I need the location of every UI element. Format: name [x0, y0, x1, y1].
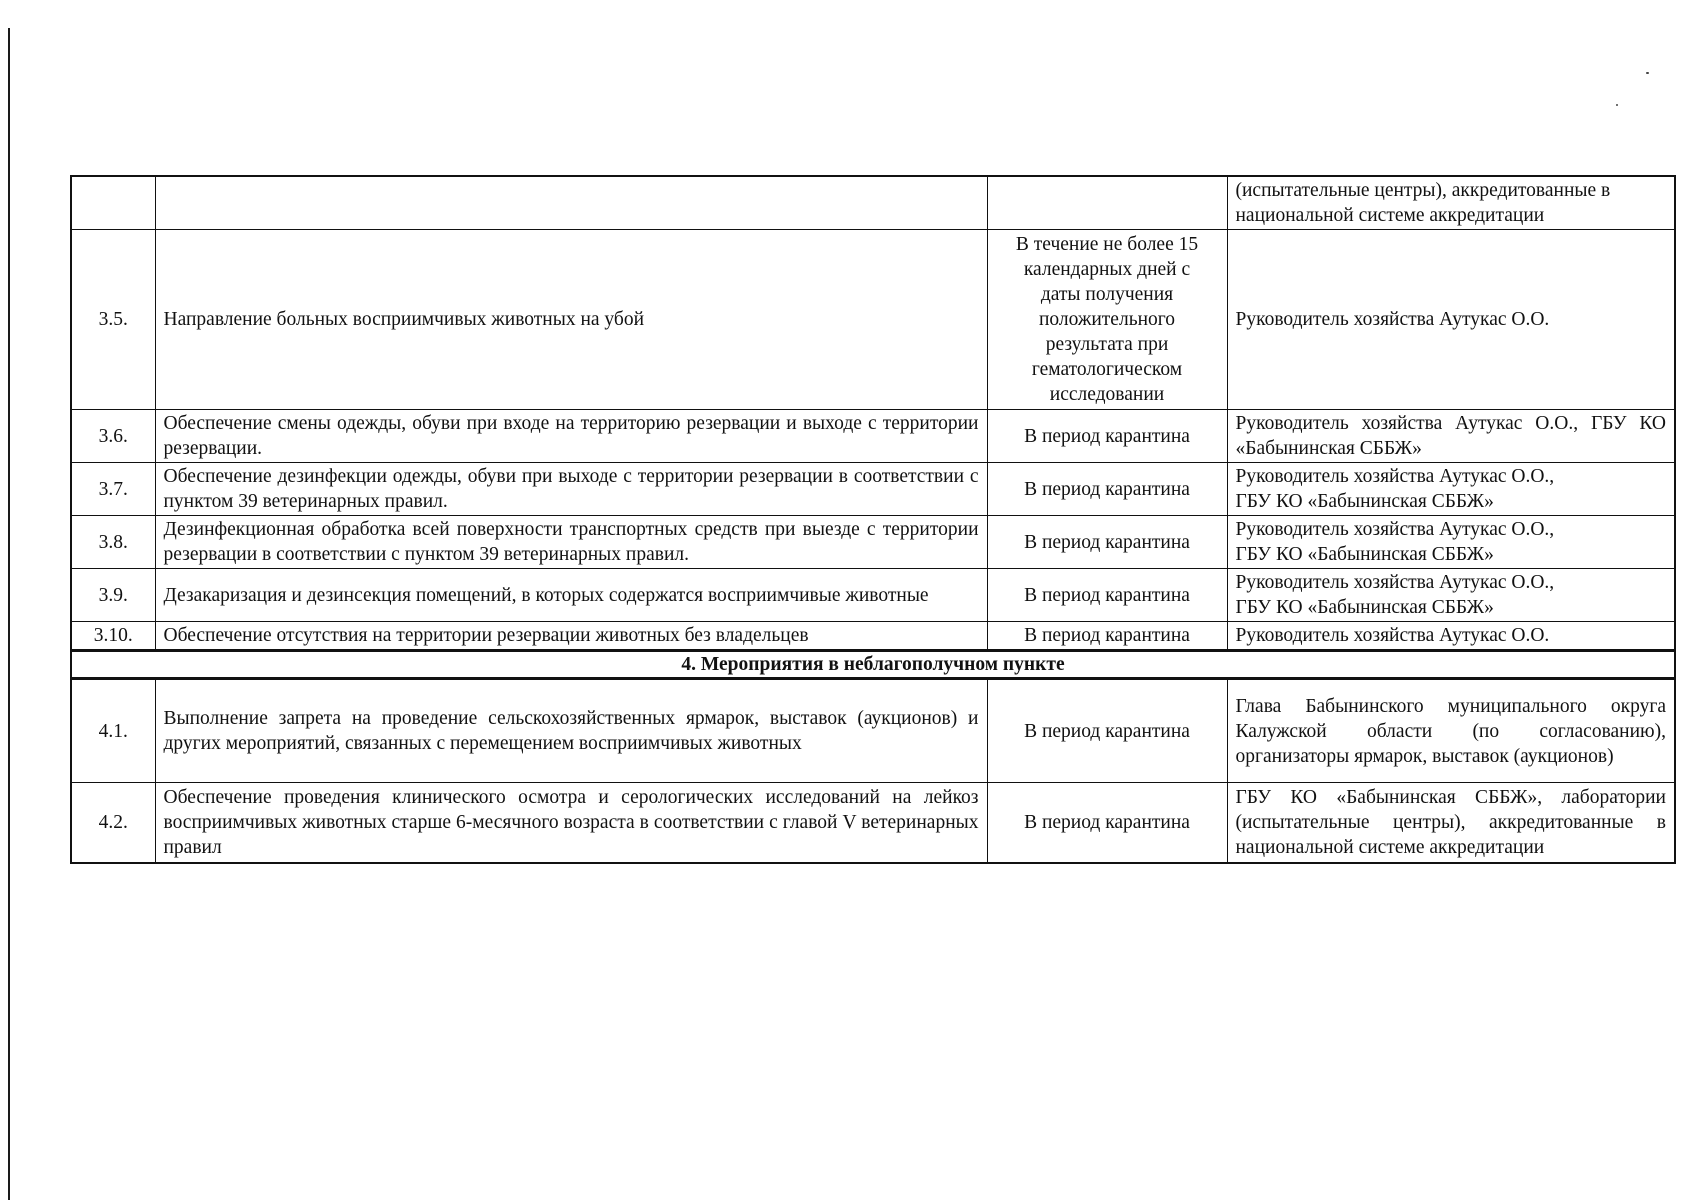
row-number: 3.8.: [71, 516, 155, 569]
table-row: [71, 410, 1675, 463]
measure-period: В период карантина: [987, 569, 1227, 622]
measure-description: Обеспечение проведения клинического осмотра и серологических исследований на лейкоз восприимчивых животных старше 6-месячного возраста в соответствии с главой V ветеринарных правил: [155, 783, 987, 863]
row-number: 3.5.: [71, 230, 155, 410]
measure-description: Дезинфекционная обработка всей поверхности транспортных средств при выезде с территории резервации в соответствии с пунктом 39 ветеринарных правил.: [155, 516, 987, 569]
measures-table: [70, 175, 1676, 864]
table-row: [71, 230, 1675, 410]
measure-responsible: Руководитель хозяйства Аутукас О.О.: [1227, 230, 1675, 410]
table-row: [71, 783, 1675, 863]
measure-responsible: Руководитель хозяйства Аутукас О.О., ГБУ КО «Бабынинская СББЖ»: [1227, 569, 1675, 622]
table-row: [71, 679, 1675, 783]
row-number: 3.9.: [71, 569, 155, 622]
row-number: 3.6.: [71, 410, 155, 463]
scan-speck: [1616, 104, 1618, 106]
measure-period: [987, 176, 1227, 230]
page-edge-line: [8, 28, 10, 1200]
table-row: [71, 516, 1675, 569]
measure-description: Обеспечение дезинфекции одежды, обуви при выходе с территории резервации в соответствии с пунктом 39 ветеринарных правил.: [155, 463, 987, 516]
measure-period: В период карантина: [987, 516, 1227, 569]
measure-description: Выполнение запрета на проведение сельскохозяйственных ярмарок, выставок (аукционов) и других мероприятий, связанных с перемещением восприимчивых животных: [155, 679, 987, 783]
measure-period: В период карантина: [987, 463, 1227, 516]
measure-responsible: Глава Бабынинского муниципального округа Калужской области (по согласованию), организаторы ярмарок, выставок (аукционов): [1227, 679, 1675, 783]
measure-responsible: ГБУ КО «Бабынинская СББЖ», лаборатории (испытательные центры), аккредитованные в национальной системе аккредитации: [1227, 783, 1675, 863]
measure-description: Дезакаризация и дезинсекция помещений, в которых содержатся восприимчивые животные: [155, 569, 987, 622]
measure-description: Обеспечение отсутствия на территории резервации животных без владельцев: [155, 622, 987, 651]
section-title: 4. Мероприятия в неблагополучном пункте: [71, 651, 1675, 679]
measure-responsible: Руководитель хозяйства Аутукас О.О.: [1227, 622, 1675, 651]
measure-period: В период карантина: [987, 783, 1227, 863]
measure-period: В период карантина: [987, 679, 1227, 783]
measure-period: В период карантина: [987, 410, 1227, 463]
table-row: [71, 176, 1675, 230]
row-number: 3.10.: [71, 622, 155, 651]
measure-responsible: Руководитель хозяйства Аутукас О.О., ГБУ КО «Бабынинская СББЖ»: [1227, 516, 1675, 569]
measure-responsible: Руководитель хозяйства Аутукас О.О., ГБУ КО «Бабынинская СББЖ»: [1227, 463, 1675, 516]
row-number: 3.7.: [71, 463, 155, 516]
row-number: [71, 176, 155, 230]
row-number: 4.1.: [71, 679, 155, 783]
section-heading-row: [71, 651, 1675, 679]
measure-period: В течение не более 15 календарных дней с даты получения положительного результата при гематологическом исследовании: [987, 230, 1227, 410]
measure-period: В период карантина: [987, 622, 1227, 651]
table-row: [71, 569, 1675, 622]
table-row: [71, 622, 1675, 651]
measure-description: [155, 176, 987, 230]
measure-responsible: (испытательные центры), аккредитованные в национальной системе аккредитации: [1227, 176, 1675, 230]
scan-speck: [1646, 72, 1649, 74]
measure-description: Направление больных восприимчивых животных на убой: [155, 230, 987, 410]
table-row: [71, 463, 1675, 516]
row-number: 4.2.: [71, 783, 155, 863]
measure-description: Обеспечение смены одежды, обуви при входе на территорию резервации и выходе с территории резервации.: [155, 410, 987, 463]
measure-responsible: Руководитель хозяйства Аутукас О.О., ГБУ КО «Бабынинская СББЖ»: [1227, 410, 1675, 463]
